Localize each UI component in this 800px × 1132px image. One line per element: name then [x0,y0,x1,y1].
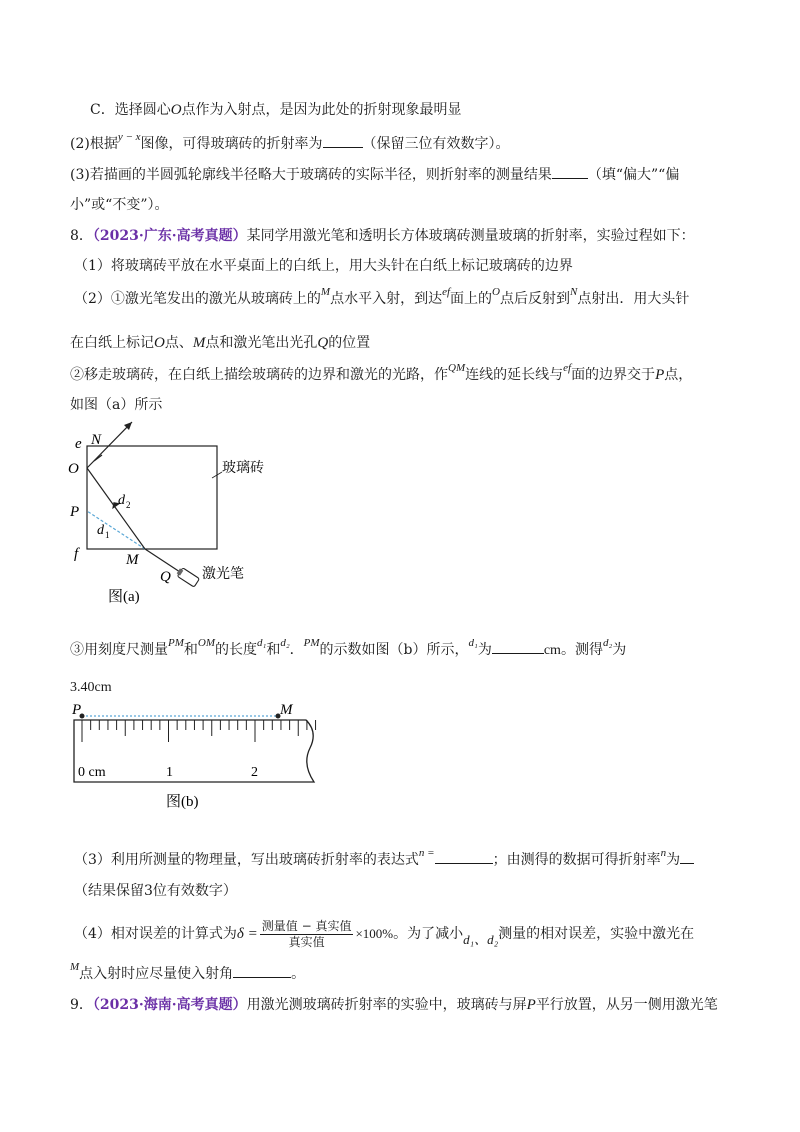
var-qm: QM [448,362,466,374]
fraction-numerator: 测量值 − 真实值 [261,918,352,933]
figure-a [62,418,282,630]
step-3-text-f: 的示数如图（b）所示， [319,642,469,658]
q8-4-text-a: （4）相对误差的计算式为 [74,926,237,942]
step-3-text-e: ． [289,642,304,658]
q8-3-note: （结果保留3位有效数字） [74,883,237,899]
ruler-label-p: P [72,702,82,718]
q8-4-text-c: 测量的相对误差，实验中激光在 [498,926,695,942]
problem-9-text: 用激光测玻璃砖折射率的实验中，玻璃砖与屏 [246,997,527,1013]
figure-b-ruler [66,700,326,812]
var-d2: d₂ [280,637,290,649]
tick-label-1: 1 [166,765,173,780]
step-2c-text-a: ②移走玻璃砖，在白纸上描绘玻璃砖的边界和激光的光路，作 [70,367,448,383]
step-3-text-i: 为 [612,642,627,658]
step-3-text-c: 的长度 [215,642,257,658]
question-8-3 [74,848,738,871]
var-pm: PM [168,637,184,649]
step-3-text-a: ③用刻度尺测量 [70,642,168,658]
var-m: M [70,961,80,973]
problem-8-text: 某同学用激光笔和透明长方体玻璃砖测量玻璃的折射率，实验过程如下： [246,228,695,244]
step-2-text-c: 面上的 [450,291,493,307]
step-2-text-e: 点射出．用大头针 [577,291,690,307]
var-d1: d₁ [468,637,478,649]
var-ef: ef [442,286,451,298]
laser-pen-icon [176,567,200,587]
label-o: O [68,461,79,477]
label-p: P [70,504,80,520]
step-3-text-d: 和 [266,642,281,658]
answer-blank[interactable] [552,163,588,179]
var-p: P [526,997,536,1013]
q8-4b-text-a: 点入射时应尽量使入射角 [79,966,234,982]
label-d1: d [97,523,104,538]
var-n: n [660,847,667,859]
step-2-c [70,362,738,386]
label-f: f [74,546,79,562]
q2-mid: 图像，可得玻璃砖的折射率为 [140,136,323,152]
question-8-3-note [74,881,738,901]
step-2-d [70,395,738,415]
problem-number: 8． [70,228,93,244]
question-3-cont [70,195,738,215]
q3-line2: 小”或“不变”）。 [70,197,169,213]
var-pm: PM [303,637,320,649]
dashed-extension-line [87,511,145,549]
var-o: O [492,286,500,298]
answer-blank[interactable] [435,848,493,864]
var-delta: δ = [236,926,258,942]
var-n-eq: n = [418,847,435,859]
var-m: M [320,286,331,298]
step-3-text-b: 和 [183,642,198,658]
var-d1-d2: d₁、d₂ [463,932,499,947]
var-d2: d₂ [602,637,613,649]
question-3 [70,163,738,185]
step-2b-text-c: 点和激光笔出光孔 [205,335,318,351]
problem-9-text-2: 平行放置，从另一侧用激光笔 [535,997,718,1013]
pen-label: 激光笔 [202,566,244,582]
q8-4b-text-b: 。 [291,966,306,982]
step-2c-text-b: 连线的延长线与 [465,367,564,383]
step-2d-text: 如图（a）所示 [70,397,163,413]
fraction-denominator: 真实值 [288,934,325,949]
var-o: O [154,335,165,351]
answer-blank[interactable] [233,962,291,978]
q8-3-text-c: 为 [666,852,681,868]
var-q: Q [317,335,329,351]
step-2-text-b: 点水平入射，到达 [330,291,443,307]
label-e: e [75,436,82,452]
label-d2-sub: 2 [126,500,131,510]
glass-label: 玻璃砖 [222,460,264,476]
var-ef: ef [563,362,572,374]
var-y-x: y − x [117,131,141,143]
relative-error-fraction [260,919,354,950]
problem-8-header [70,226,738,246]
step-2c-text-d: 点， [664,367,693,383]
ruler-label-m: M [280,702,293,718]
label-d2: d [118,493,125,508]
laser-ray-mo [87,468,145,549]
var-d1: d₁ [257,637,267,649]
step-2-cont [70,333,738,353]
step-3 [70,638,738,661]
option-c [90,100,738,120]
q3-post: （填“偏大”“偏 [587,167,680,183]
option-c-text: C．选择圆心 [90,102,171,118]
question-2 [70,132,738,155]
question-8-4-cont [70,962,738,985]
answer-blank[interactable] [492,638,544,654]
q3-text: (3)若描画的半圆弧轮廓线半径略大于玻璃砖的实际半径，则折射率的测量结果 [70,167,552,183]
step-1-text: （1）将玻璃砖平放在水平桌面上的白纸上，用大头针在白纸上标记玻璃砖的边界 [74,258,573,274]
ruler-ticks [82,720,316,742]
percent-factor: ×100% [355,926,394,941]
q2-post: （保留三位有效数字）。 [362,136,510,152]
step-2b-text-a: 在白纸上标记 [70,335,154,351]
step-2b-text-d: 的位置 [328,335,371,351]
option-c-rest: 点作为入射点，是因为此处的折射现象最明显 [181,102,462,118]
step-2-text-a: （2）①激光笔发出的激光从玻璃砖上的 [74,291,321,307]
problem-number: 9． [70,997,93,1013]
var-p: P [655,367,665,383]
q8-3-text-a: （3）利用所测量的物理量，写出玻璃砖折射率的表达式 [74,852,419,868]
label-q: Q [160,569,171,585]
answer-blank[interactable] [680,848,694,864]
var-m: M [192,335,206,351]
step-2 [74,286,738,310]
tick-label-2: 2 [251,765,258,780]
q2-pre: (2)根据 [70,136,118,152]
figure-b-caption: 图(b) [166,794,199,810]
label-m: M [126,552,139,568]
answer-blank[interactable] [323,132,363,148]
label-n: N [91,432,102,448]
problem-9-header [70,995,738,1015]
var-om: OM [197,637,215,649]
label-d1-sub: 1 [105,530,110,540]
var-n: N [569,286,578,298]
d2-value: 3.40cm [70,680,112,695]
step-2b-text-b: 点、 [164,335,193,351]
step-2-text-d: 点后反射到 [499,291,570,307]
question-8-4 [74,916,738,952]
step-2c-text-c: 面的边界交于 [571,367,656,383]
step-1 [74,256,738,276]
source-tag[interactable]: （2023·海南·高考真题） [92,997,247,1013]
var-o: O [170,102,182,118]
step-3-text-g: 为 [477,642,492,658]
figure-a-caption: 图(a) [108,589,140,605]
q8-3-text-b: ；由测得的数据可得折射率 [492,852,661,868]
unit-cm: cm [543,643,561,658]
source-tag[interactable]: （2023·广东·高考真题） [92,228,247,244]
q8-4-text-b: 。为了减小 [393,926,464,942]
tick-label-0: 0 cm [78,765,106,780]
step-3-text-h: 。测得 [560,642,603,658]
